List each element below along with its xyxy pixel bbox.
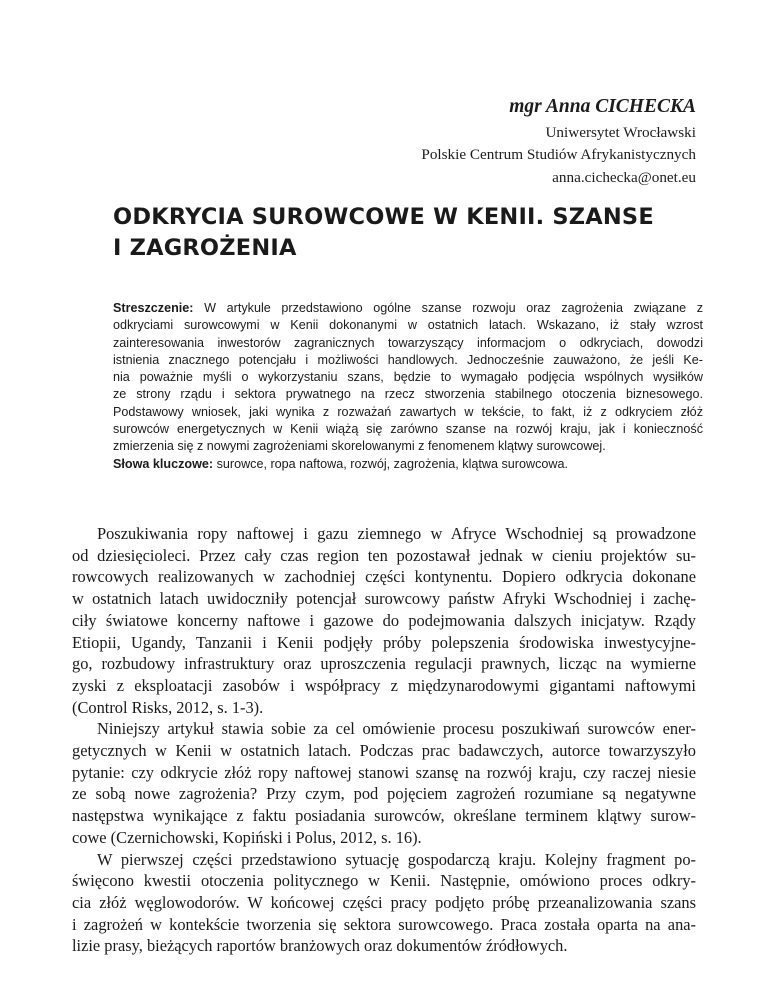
author-university: Uniwersytet Wrocławski [545, 123, 696, 141]
abstract-line: odkryciami surowcowymi w Kenii dokonanymi w ostatnich latach. Wskazano, iż stały wzrost [113, 318, 703, 333]
author-centre: Polskie Centrum Studiów Afrykanistycznych [421, 146, 696, 163]
body-line: (Control Risks, 2012, s. 1-3). [72, 697, 264, 717]
body-line: cowe (Czernichowski, Kopiński i Polus, 2012, s. 16). [72, 827, 422, 847]
body-line: W pierwszej części przedstawiono sytuację gospodarczą kraju. Kolejny fragment po- [97, 849, 696, 869]
body-line: pytanie: czy odkrycie złóż ropy naftowej stanowi szansę na rozwój kraju, czy raczej niesie [72, 762, 696, 782]
body-line: ciły światowe koncerny naftowe i gazowe do podejmowania dalszych inicjatyw. Rządy [72, 610, 696, 630]
body-text [72, 523, 696, 957]
abstract-label: Streszczenie: [113, 301, 194, 315]
body-line: w ostatnich latach uwidoczniły potencjał surowcowy państw Afryki Wschodniej i zachę- [72, 589, 696, 609]
abstract-line: surowców energetycznych w Kenii wiążą się zarówno szanse na rozwój kraju, jak i konieczność [113, 422, 703, 437]
body-line: Poszukiwania ropy naftowej i gazu ziemnego w Afryce Wschodniej są prowadzone [97, 524, 696, 543]
abstract [113, 300, 703, 456]
body-line: i zagrożeń w kontekście tworzenia się sektora surowcowego. Praca została oparta na ana- [72, 914, 696, 934]
body-line: Etiopii, Ugandy, Tanzanii i Kenii podjęły próby polepszenia środowiska inwestycyjne- [72, 632, 696, 652]
body-line: go, rozbudowy infrastruktury oraz uproszczenia regulacji prawnych, licząc na wymierne [72, 654, 696, 674]
abstract-line: istnienia znacznego potencjału i możliwości handlowych. Jednocześnie zauważono, że jeśli Ke- [113, 352, 703, 367]
keywords-text: surowce, ropa naftowa, rozwój, zagrożenia, klątwa surowcowa. [216, 457, 568, 471]
title-line: I ZAGROŻENIA [113, 235, 297, 261]
abstract-line: Podstawowy wniosek, jaki wynika z rozważań zawartych w tekście, to fakt, iż z odkryciem złóż [113, 404, 703, 419]
author-block [421, 96, 696, 189]
abstract-line: zainteresowania inwestorów zagranicznych towarzyszący informacjom o odkryciach, dowodzi [113, 335, 703, 350]
keywords [113, 456, 703, 473]
body-line: ze sobą nowe zagrożenia? Przy czym, pod pojęciem zagrożeń rozumiane są negatywne [72, 784, 696, 804]
body-line: lizie prasy, bieżących raportów branżowych oraz dokumentów źródłowych. [72, 936, 568, 956]
abstract-line [113, 300, 703, 317]
body-line: następstwa wynikające z faktu posiadania surowców, określane terminem klątwy surow- [72, 806, 696, 826]
author-email: anna.cichecka@onet.eu [552, 168, 696, 186]
abstract-line: nia poważnie myśli o wykorzystaniu szans, będzie to wymagało podjęcia wspólnych wysiłków [113, 370, 703, 385]
abstract-text: W artykule przedstawiono ogólne szanse rozwoju oraz zagrożenia związane z [204, 301, 703, 315]
keywords-label: Słowa kluczowe: [113, 457, 214, 471]
body-line: getycznych w Kenii w ostatnich latach. Podczas prac badawczych, autorce towarzyszyło [72, 741, 696, 761]
title-line: ODKRYCIA SUROWCOWE W KENII. SZANSE [113, 204, 654, 230]
article-title [113, 202, 713, 264]
body-line: rowcowych realizowanych w zachodniej części kontynentu. Dopiero odkrycia dokonane [72, 567, 696, 587]
abstract-line: zmierzenia się z nowymi zagrożeniami skorelowanymi z fenomenem klątwy surowcowej. [113, 439, 606, 454]
body-line: Niniejszy artykuł stawia sobie za cel omówienie procesu poszukiwań surowców ener- [97, 719, 696, 739]
body-line: zyski z eksploatacji zasobów i współpracy z międzynarodowymi gigantami naftowymi [72, 675, 696, 695]
body-line: cia złóż węglowodorów. W końcowej części pracy podjęto próbę przeanalizowania szans [72, 892, 696, 912]
author-name: mgr Anna CICHECKA [509, 96, 696, 117]
body-line: święcono kwestii otoczenia politycznego w Kenii. Następnie, omówiono proces odkry- [72, 871, 696, 891]
abstract-line: ze strony rządu i sektora prywatnego na rzecz stworzenia stabilnego otoczenia biznesowego. [113, 387, 703, 402]
body-line: od dziesięcioleci. Przez cały czas region ten pozostawał jednak w cieniu projektów su- [72, 545, 696, 565]
